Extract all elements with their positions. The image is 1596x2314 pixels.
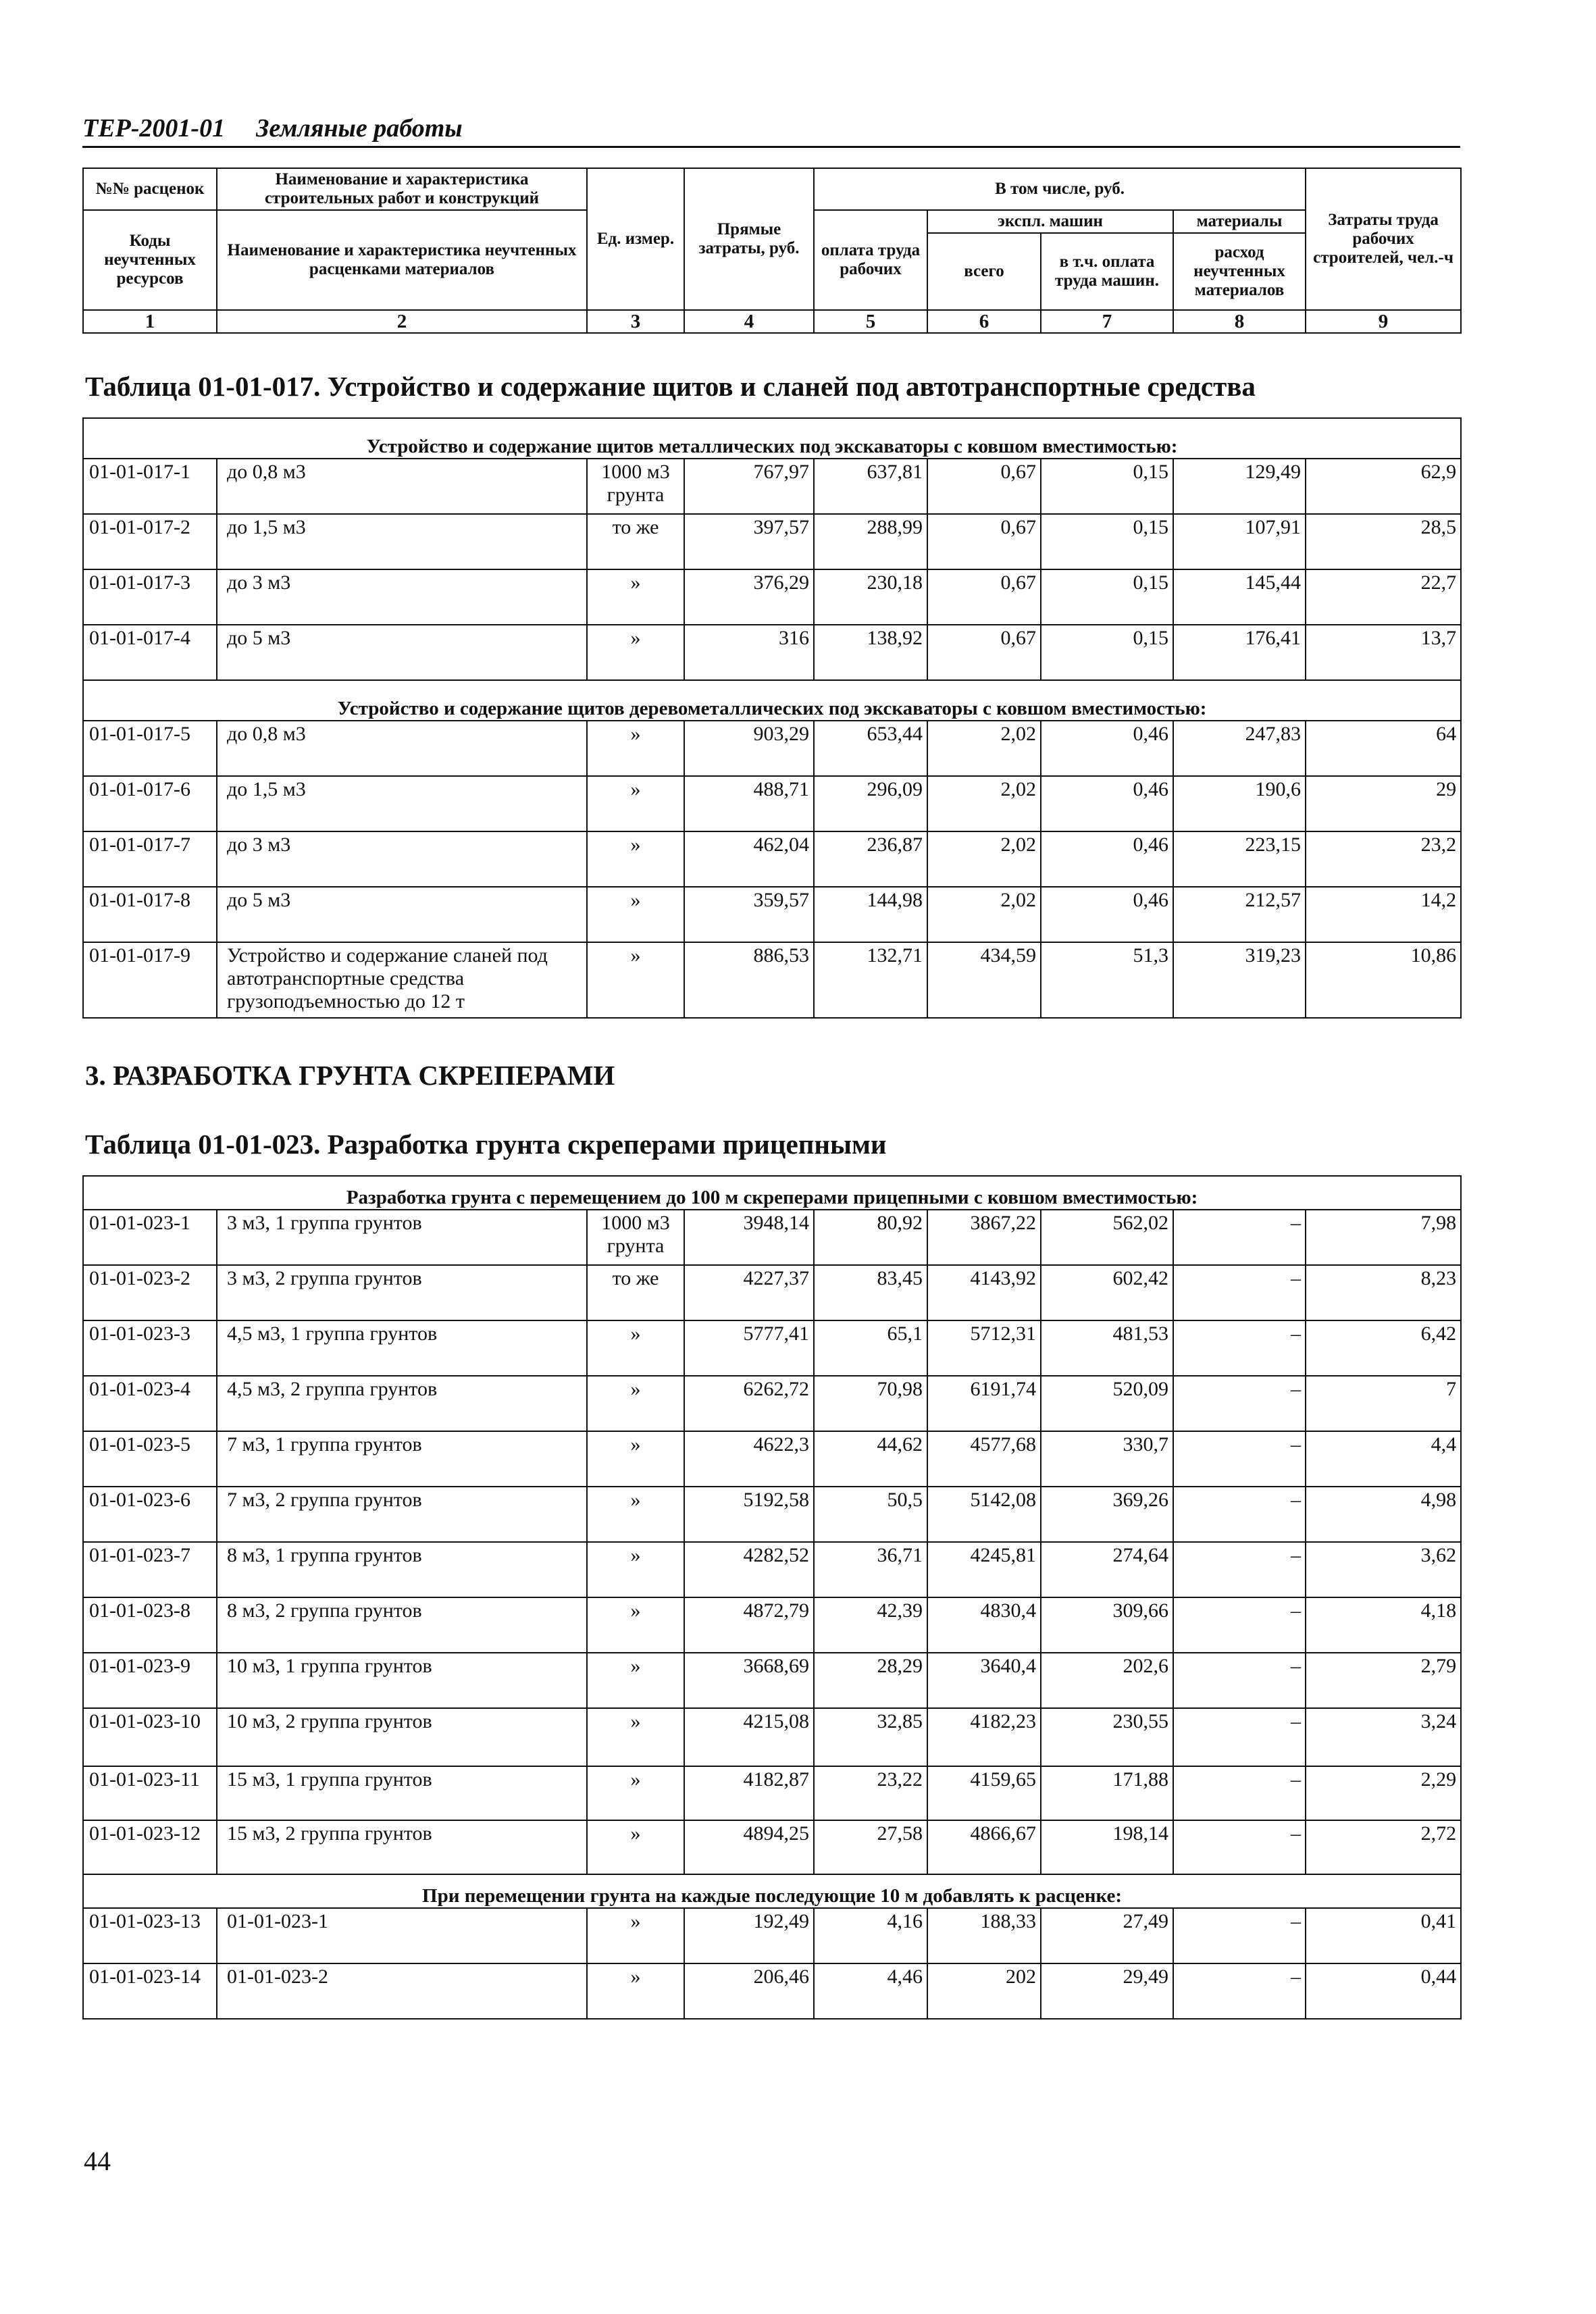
cell-c5: 80,92 (814, 1210, 927, 1265)
table-row (83, 1320, 1461, 1376)
cell-code: 01-01-023-10 (83, 1708, 217, 1766)
cell-name: 15 м3, 1 группа грунтов (217, 1766, 587, 1820)
cell-c4: 4215,08 (684, 1708, 814, 1766)
cell-c6: 4577,68 (927, 1431, 1041, 1487)
header-including: В том числе, руб. (814, 168, 1306, 210)
cell-c8: – (1173, 1708, 1306, 1766)
cell-code: 01-01-017-5 (83, 721, 217, 776)
cell-c7: 330,7 (1041, 1431, 1173, 1487)
cell-name: 01-01-023-2 (217, 1963, 587, 2019)
cell-c6: 202 (927, 1963, 1041, 2019)
header-num-7: 7 (1041, 310, 1173, 333)
table-023-title: Таблица 01-01-023. Разработка грунта скреперами прицепными (85, 1129, 887, 1160)
header-material-name: Наименование и характеристика неучтенных расценками материалов (217, 210, 587, 310)
running-head (82, 113, 1460, 148)
group-caption: Устройство и содержание щитов металлических под экскаваторы с ковшом вместимостью: (83, 418, 1461, 459)
cell-name: 3 м3, 2 группа грунтов (217, 1265, 587, 1320)
cell-code: 01-01-017-2 (83, 514, 217, 569)
cell-c5: 230,18 (814, 569, 927, 625)
cell-unit: » (587, 887, 684, 942)
cell-c9: 0,41 (1306, 1908, 1461, 1963)
cell-c8: 145,44 (1173, 569, 1306, 625)
cell-c7: 0,15 (1041, 459, 1173, 514)
cell-unit: » (587, 625, 684, 680)
cell-c4: 4282,52 (684, 1542, 814, 1597)
table-row (83, 625, 1461, 680)
cell-c6: 4866,67 (927, 1820, 1041, 1874)
cell-c7: 481,53 (1041, 1320, 1173, 1376)
cell-c8: – (1173, 1265, 1306, 1320)
table-row (83, 1431, 1461, 1487)
table-row (83, 514, 1461, 569)
cell-unit: то же (587, 514, 684, 569)
table-row (83, 1376, 1461, 1431)
page-number: 44 (84, 2146, 111, 2176)
cell-c8: – (1173, 1376, 1306, 1431)
cell-c8: – (1173, 1766, 1306, 1820)
running-head-code: ТЕР-2001-01 (82, 114, 226, 143)
cell-c6: 2,02 (927, 721, 1041, 776)
header-labor-cost: Затраты труда рабочих строителей, чел.-ч (1306, 168, 1461, 310)
header-num-2: 2 (217, 310, 587, 333)
table-row (83, 776, 1461, 831)
header-machines: экспл. машин (927, 210, 1173, 233)
cell-unit: » (587, 1820, 684, 1874)
cell-c9: 29 (1306, 776, 1461, 831)
header-num-8: 8 (1173, 310, 1306, 333)
cell-code: 01-01-023-14 (83, 1963, 217, 2019)
cell-c6: 4143,92 (927, 1265, 1041, 1320)
cell-c7: 602,42 (1041, 1265, 1173, 1320)
cell-c4: 397,57 (684, 514, 814, 569)
cell-c5: 132,71 (814, 942, 927, 1018)
cell-unit: то же (587, 1265, 684, 1320)
cell-c4: 5192,58 (684, 1487, 814, 1542)
cell-c5: 36,71 (814, 1542, 927, 1597)
cell-c6: 0,67 (927, 459, 1041, 514)
cell-unit: » (587, 1708, 684, 1766)
cell-c5: 236,87 (814, 831, 927, 887)
cell-code: 01-01-017-8 (83, 887, 217, 942)
cell-c4: 6262,72 (684, 1376, 814, 1431)
table-017-title: Таблица 01-01-017. Устройство и содержание щитов и сланей под автотранспортные средства (85, 371, 1256, 402)
cell-c5: 50,5 (814, 1487, 927, 1542)
cell-c7: 171,88 (1041, 1766, 1173, 1820)
cell-name: 15 м3, 2 группа грунтов (217, 1820, 587, 1874)
table-row (83, 1265, 1461, 1320)
cell-code: 01-01-023-12 (83, 1820, 217, 1874)
header-machinist-wages: в т.ч. оплата труда машин. (1041, 233, 1173, 310)
cell-name: 8 м3, 2 группа грунтов (217, 1597, 587, 1653)
table-row (83, 1708, 1461, 1766)
cell-c5: 44,62 (814, 1431, 927, 1487)
cell-c5: 83,45 (814, 1265, 927, 1320)
cell-c8: 190,6 (1173, 776, 1306, 831)
cell-unit: » (587, 721, 684, 776)
cell-c4: 886,53 (684, 942, 814, 1018)
cell-c5: 28,29 (814, 1653, 927, 1708)
cell-c4: 488,71 (684, 776, 814, 831)
cell-unit: » (587, 1320, 684, 1376)
cell-c9: 7,98 (1306, 1210, 1461, 1265)
cell-c9: 13,7 (1306, 625, 1461, 680)
table-row (83, 459, 1461, 514)
cell-c6: 5142,08 (927, 1487, 1041, 1542)
cell-name: до 1,5 м3 (217, 514, 587, 569)
header-unaccounted-materials: расход неучтенных материалов (1173, 233, 1306, 310)
cell-code: 01-01-017-7 (83, 831, 217, 887)
cell-c4: 4227,37 (684, 1265, 814, 1320)
running-head-title: Земляные работы (256, 114, 463, 143)
cell-c4: 192,49 (684, 1908, 814, 1963)
cell-c9: 7 (1306, 1376, 1461, 1431)
table-row (83, 1210, 1461, 1265)
cell-c9: 3,24 (1306, 1708, 1461, 1766)
cell-c9: 2,79 (1306, 1653, 1461, 1708)
table-row (83, 887, 1461, 942)
cell-c8: – (1173, 1320, 1306, 1376)
cell-name: до 3 м3 (217, 831, 587, 887)
cell-name: 4,5 м3, 1 группа грунтов (217, 1320, 587, 1376)
cell-code: 01-01-023-5 (83, 1431, 217, 1487)
cell-c8: – (1173, 1542, 1306, 1597)
cell-unit: » (587, 1487, 684, 1542)
cell-c6: 3640,4 (927, 1653, 1041, 1708)
cell-unit: 1000 м3 грунта (587, 1210, 684, 1265)
cell-c5: 637,81 (814, 459, 927, 514)
cell-c9: 8,23 (1306, 1265, 1461, 1320)
cell-c9: 23,2 (1306, 831, 1461, 887)
cell-c5: 42,39 (814, 1597, 927, 1653)
cell-unit: » (587, 1766, 684, 1820)
cell-c4: 4182,87 (684, 1766, 814, 1820)
cell-c8: 129,49 (1173, 459, 1306, 514)
cell-c4: 903,29 (684, 721, 814, 776)
table-row (83, 1653, 1461, 1708)
cell-code: 01-01-017-9 (83, 942, 217, 1018)
cell-c9: 62,9 (1306, 459, 1461, 514)
cell-c8: 212,57 (1173, 887, 1306, 942)
cell-c5: 65,1 (814, 1320, 927, 1376)
table-row (83, 721, 1461, 776)
cell-c8: – (1173, 1820, 1306, 1874)
group-caption-row (83, 1874, 1461, 1908)
cell-c7: 369,26 (1041, 1487, 1173, 1542)
cell-c5: 144,98 (814, 887, 927, 942)
table-row (83, 1597, 1461, 1653)
cell-unit: » (587, 1542, 684, 1597)
cell-name: до 0,8 м3 (217, 721, 587, 776)
cell-unit: » (587, 1431, 684, 1487)
cell-unit: » (587, 569, 684, 625)
table-row (83, 1542, 1461, 1597)
cell-c5: 23,22 (814, 1766, 927, 1820)
cell-name: Устройство и содержание сланей под автотранспортные средства грузоподъемностью до 12 т (217, 942, 587, 1018)
header-rate-number: №№ расценок (83, 168, 217, 210)
cell-c5: 27,58 (814, 1820, 927, 1874)
cell-unit: » (587, 1376, 684, 1431)
cell-c7: 27,49 (1041, 1908, 1173, 1963)
cell-c9: 2,72 (1306, 1820, 1461, 1874)
cell-c9: 10,86 (1306, 942, 1461, 1018)
cell-code: 01-01-017-3 (83, 569, 217, 625)
header-work-name: Наименование и характеристика строительных работ и конструкций (217, 168, 587, 210)
group-caption: Разработка грунта с перемещением до 100 м скреперами прицепными с ковшом вместимостью: (83, 1176, 1461, 1210)
cell-unit: » (587, 1597, 684, 1653)
cell-c8: 319,23 (1173, 942, 1306, 1018)
cell-name: 10 м3, 1 группа грунтов (217, 1653, 587, 1708)
cell-c4: 767,97 (684, 459, 814, 514)
group-caption-row (83, 1176, 1461, 1210)
cell-c9: 28,5 (1306, 514, 1461, 569)
cell-c6: 0,67 (927, 625, 1041, 680)
table-017 (82, 417, 1462, 1019)
cell-c7: 230,55 (1041, 1708, 1173, 1766)
cell-name: 4,5 м3, 2 группа грунтов (217, 1376, 587, 1431)
cell-code: 01-01-017-1 (83, 459, 217, 514)
cell-unit: 1000 м3 грунта (587, 459, 684, 514)
cell-c9: 4,18 (1306, 1597, 1461, 1653)
cell-c7: 198,14 (1041, 1820, 1173, 1874)
cell-c7: 0,15 (1041, 514, 1173, 569)
cell-name: 7 м3, 2 группа грунтов (217, 1487, 587, 1542)
cell-unit: » (587, 831, 684, 887)
cell-name: до 5 м3 (217, 887, 587, 942)
header-direct-cost: Прямые затраты, руб. (684, 168, 814, 310)
cell-c6: 4159,65 (927, 1766, 1041, 1820)
cell-c5: 653,44 (814, 721, 927, 776)
cell-c8: – (1173, 1653, 1306, 1708)
cell-name: 8 м3, 1 группа грунтов (217, 1542, 587, 1597)
column-header-table (82, 168, 1462, 334)
cell-c7: 0,15 (1041, 569, 1173, 625)
cell-code: 01-01-023-4 (83, 1376, 217, 1431)
cell-c6: 5712,31 (927, 1320, 1041, 1376)
cell-code: 01-01-023-13 (83, 1908, 217, 1963)
cell-c6: 4830,4 (927, 1597, 1041, 1653)
cell-c5: 138,92 (814, 625, 927, 680)
cell-code: 01-01-023-3 (83, 1320, 217, 1376)
cell-name: до 5 м3 (217, 625, 587, 680)
header-materials: материалы (1173, 210, 1306, 233)
cell-c9: 0,44 (1306, 1963, 1461, 2019)
table-023 (82, 1175, 1462, 2020)
header-resource-codes: Коды неучтенных ресурсов (83, 210, 217, 310)
cell-c5: 32,85 (814, 1708, 927, 1766)
cell-c8: – (1173, 1963, 1306, 2019)
cell-c7: 0,46 (1041, 887, 1173, 942)
cell-c4: 206,46 (684, 1963, 814, 2019)
cell-name: до 0,8 м3 (217, 459, 587, 514)
cell-c7: 520,09 (1041, 1376, 1173, 1431)
table-row (83, 1908, 1461, 1963)
cell-c7: 562,02 (1041, 1210, 1173, 1265)
cell-code: 01-01-023-8 (83, 1597, 217, 1653)
cell-c6: 0,67 (927, 569, 1041, 625)
cell-unit: » (587, 776, 684, 831)
table-row (83, 1963, 1461, 2019)
cell-c5: 4,16 (814, 1908, 927, 1963)
cell-c4: 3948,14 (684, 1210, 814, 1265)
cell-c8: 107,91 (1173, 514, 1306, 569)
cell-c7: 29,49 (1041, 1963, 1173, 2019)
cell-c4: 462,04 (684, 831, 814, 887)
cell-c7: 0,46 (1041, 831, 1173, 887)
group-caption: Устройство и содержание щитов деревометаллических под экскаваторы с ковшом вместимостью: (83, 680, 1461, 721)
cell-c5: 288,99 (814, 514, 927, 569)
cell-c5: 70,98 (814, 1376, 927, 1431)
cell-name: до 3 м3 (217, 569, 587, 625)
cell-c4: 4894,25 (684, 1820, 814, 1874)
cell-c7: 51,3 (1041, 942, 1173, 1018)
cell-c9: 4,98 (1306, 1487, 1461, 1542)
cell-c4: 4872,79 (684, 1597, 814, 1653)
cell-c6: 188,33 (927, 1908, 1041, 1963)
cell-code: 01-01-017-6 (83, 776, 217, 831)
header-num-1: 1 (83, 310, 217, 333)
cell-code: 01-01-023-9 (83, 1653, 217, 1708)
cell-name: 10 м3, 2 группа грунтов (217, 1708, 587, 1766)
cell-c6: 2,02 (927, 831, 1041, 887)
cell-c7: 202,6 (1041, 1653, 1173, 1708)
cell-c9: 14,2 (1306, 887, 1461, 942)
cell-c4: 4622,3 (684, 1431, 814, 1487)
cell-unit: » (587, 942, 684, 1018)
cell-c9: 6,42 (1306, 1320, 1461, 1376)
cell-c4: 316 (684, 625, 814, 680)
cell-code: 01-01-023-6 (83, 1487, 217, 1542)
cell-c7: 309,66 (1041, 1597, 1173, 1653)
cell-c7: 0,15 (1041, 625, 1173, 680)
cell-c9: 2,29 (1306, 1766, 1461, 1820)
table-row (83, 1820, 1461, 1874)
cell-c7: 0,46 (1041, 776, 1173, 831)
header-num-3: 3 (587, 310, 684, 333)
cell-c8: – (1173, 1431, 1306, 1487)
table-row (83, 1487, 1461, 1542)
header-num-4: 4 (684, 310, 814, 333)
cell-c7: 274,64 (1041, 1542, 1173, 1597)
cell-c8: 176,41 (1173, 625, 1306, 680)
cell-c6: 6191,74 (927, 1376, 1041, 1431)
cell-c8: – (1173, 1487, 1306, 1542)
header-worker-wages: оплата труда рабочих (814, 210, 927, 310)
cell-code: 01-01-023-11 (83, 1766, 217, 1820)
cell-c9: 3,62 (1306, 1542, 1461, 1597)
cell-name: 01-01-023-1 (217, 1908, 587, 1963)
cell-c6: 2,02 (927, 887, 1041, 942)
cell-c7: 0,46 (1041, 721, 1173, 776)
table-row (83, 831, 1461, 887)
cell-code: 01-01-023-2 (83, 1265, 217, 1320)
cell-name: 3 м3, 1 группа грунтов (217, 1210, 587, 1265)
cell-c5: 296,09 (814, 776, 927, 831)
cell-unit: » (587, 1963, 684, 2019)
cell-c8: 247,83 (1173, 721, 1306, 776)
cell-c4: 376,29 (684, 569, 814, 625)
cell-code: 01-01-023-1 (83, 1210, 217, 1265)
cell-c5: 4,46 (814, 1963, 927, 2019)
cell-c9: 4,4 (1306, 1431, 1461, 1487)
cell-code: 01-01-017-4 (83, 625, 217, 680)
cell-c9: 22,7 (1306, 569, 1461, 625)
cell-unit: » (587, 1653, 684, 1708)
header-unit: Ед. измер. (587, 168, 684, 310)
cell-c6: 3867,22 (927, 1210, 1041, 1265)
group-caption: При перемещении грунта на каждые последующие 10 м добавлять к расценке: (83, 1874, 1461, 1908)
cell-c8: 223,15 (1173, 831, 1306, 887)
header-machines-total: всего (927, 233, 1041, 310)
cell-c4: 3668,69 (684, 1653, 814, 1708)
header-num-9: 9 (1306, 310, 1461, 333)
cell-c8: – (1173, 1210, 1306, 1265)
header-num-6: 6 (927, 310, 1041, 333)
cell-unit: » (587, 1908, 684, 1963)
table-row (83, 569, 1461, 625)
table-row (83, 1766, 1461, 1820)
table-row (83, 942, 1461, 1018)
cell-name: 7 м3, 1 группа грунтов (217, 1431, 587, 1487)
cell-c8: – (1173, 1597, 1306, 1653)
cell-code: 01-01-023-7 (83, 1542, 217, 1597)
cell-c6: 4182,23 (927, 1708, 1041, 1766)
cell-name: до 1,5 м3 (217, 776, 587, 831)
section-3-title: 3. РАЗРАБОТКА ГРУНТА СКРЕПЕРАМИ (85, 1060, 615, 1091)
cell-c4: 359,57 (684, 887, 814, 942)
cell-c9: 64 (1306, 721, 1461, 776)
cell-c6: 2,02 (927, 776, 1041, 831)
group-caption-row (83, 418, 1461, 459)
cell-c6: 4245,81 (927, 1542, 1041, 1597)
cell-c4: 5777,41 (684, 1320, 814, 1376)
cell-c6: 0,67 (927, 514, 1041, 569)
cell-c6: 434,59 (927, 942, 1041, 1018)
cell-c8: – (1173, 1908, 1306, 1963)
header-num-5: 5 (814, 310, 927, 333)
group-caption-row (83, 680, 1461, 721)
